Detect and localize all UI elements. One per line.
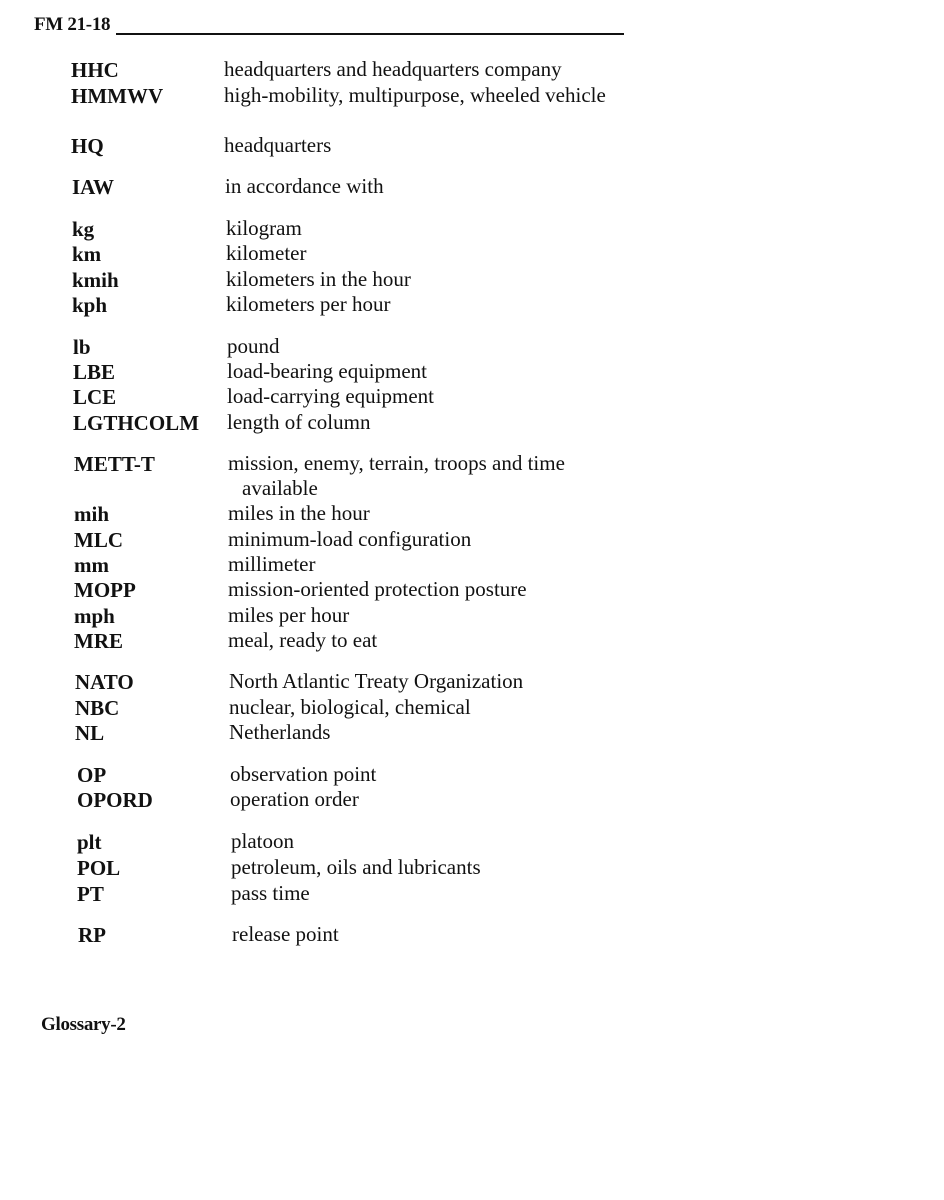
glossary-term: LBE	[73, 360, 116, 384]
glossary-term: MLC	[74, 528, 123, 552]
glossary-term: MRE	[74, 629, 123, 653]
glossary-entry-mett-t	[0, 451, 944, 500]
glossary-term: mph	[74, 604, 115, 628]
glossary-term: kph	[72, 293, 108, 317]
glossary-definition: North Atlantic Treaty Organization	[229, 669, 524, 693]
glossary-entry-op	[0, 762, 944, 788]
glossary-entry-kg	[0, 216, 944, 242]
glossary-term: OPORD	[77, 788, 153, 812]
glossary-entry-lgthcolm	[0, 410, 944, 436]
glossary-definition: pound	[227, 334, 280, 358]
glossary-entry-lb	[0, 334, 944, 360]
glossary-definition: kilometers per hour	[226, 292, 391, 316]
glossary-definition: headquarters	[224, 133, 332, 157]
glossary-definition: high-mobility, multipurpose, wheeled vehicle	[224, 83, 606, 107]
glossary-definition: meal, ready to eat	[228, 628, 378, 652]
glossary-term: HMMWV	[71, 84, 164, 108]
glossary-definition: load-carrying equipment	[227, 384, 435, 408]
glossary-term: plt	[77, 830, 102, 854]
glossary-term: PT	[77, 882, 104, 906]
glossary-term: mm	[74, 553, 109, 577]
glossary-definition: miles in the hour	[228, 501, 370, 525]
glossary-entry-mm	[0, 552, 944, 578]
glossary-entry-nato	[0, 669, 944, 695]
glossary-term: kg	[72, 217, 95, 241]
glossary-definition: mission, enemy, terrain, troops and time available	[228, 451, 565, 500]
glossary-entry-mlc	[0, 527, 944, 553]
glossary-definition: mission-oriented protection posture	[228, 577, 527, 601]
glossary-entry-mih	[0, 501, 944, 527]
glossary-term: lb	[73, 335, 91, 359]
glossary-definition: minimum-load configuration	[228, 527, 472, 551]
glossary-term: MOPP	[74, 578, 136, 602]
glossary-entry-mre	[0, 628, 944, 654]
glossary-entry-mopp	[0, 577, 944, 603]
glossary-entry-lce	[0, 384, 944, 410]
glossary-entry-kph	[0, 292, 944, 318]
glossary-term: METT-T	[74, 452, 155, 476]
glossary-entry-plt	[0, 829, 944, 855]
glossary-definition: Netherlands	[229, 720, 331, 744]
document-id: FM 21-18	[34, 14, 111, 35]
glossary-definition: observation point	[230, 762, 377, 786]
glossary-term: IAW	[72, 175, 115, 199]
page-footer: Glossary-2	[41, 1014, 126, 1035]
glossary-definition: length of column	[227, 410, 371, 434]
glossary-definition: kilogram	[226, 216, 302, 240]
glossary-definition: in accordance with	[225, 174, 384, 198]
glossary-entry-nbc	[0, 695, 944, 721]
glossary-entry-lbe	[0, 359, 944, 385]
glossary-term: RP	[78, 923, 106, 947]
glossary-definition: operation order	[230, 787, 359, 811]
glossary-entry-hmmwv	[0, 83, 944, 109]
glossary-entry-hq	[0, 133, 944, 159]
glossary-definition: millimeter	[228, 552, 316, 576]
glossary-entry-pol	[0, 855, 944, 881]
glossary-definition: pass time	[231, 881, 310, 905]
glossary-entry-iaw	[0, 174, 944, 200]
glossary-term: NATO	[75, 670, 134, 694]
glossary-definition: platoon	[231, 829, 294, 853]
glossary-definition: load-bearing equipment	[227, 359, 428, 383]
glossary-definition: petroleum, oils and lubricants	[231, 855, 481, 879]
glossary-entry-opord	[0, 787, 944, 813]
glossary-definition: kilometer	[226, 241, 307, 265]
glossary-entry-pt	[0, 881, 944, 907]
glossary-term: mih	[74, 502, 110, 526]
glossary-entry-rp	[0, 922, 944, 948]
glossary-term: NBC	[75, 696, 120, 720]
glossary-definition: release point	[232, 922, 339, 946]
glossary-term: LCE	[73, 385, 117, 409]
glossary-definition: miles per hour	[228, 603, 350, 627]
glossary-term: OP	[77, 763, 107, 787]
glossary-term: LGTHCOLM	[73, 411, 200, 435]
glossary-entry-nl	[0, 720, 944, 746]
glossary-entry-kmih	[0, 267, 944, 293]
glossary-definition: kilometers in the hour	[226, 267, 411, 291]
glossary-term: km	[72, 242, 102, 266]
glossary-term: HHC	[71, 58, 119, 82]
glossary-term: kmih	[72, 268, 119, 292]
glossary-entry-km	[0, 241, 944, 267]
glossary-term: NL	[75, 721, 105, 745]
glossary-definition: headquarters and headquarters company	[224, 57, 562, 81]
glossary-term: HQ	[71, 134, 104, 158]
glossary-term: POL	[77, 856, 121, 880]
glossary-entry-hhc	[0, 57, 944, 83]
glossary-definition: nuclear, biological, chemical	[229, 695, 471, 719]
glossary-entry-mph	[0, 603, 944, 629]
